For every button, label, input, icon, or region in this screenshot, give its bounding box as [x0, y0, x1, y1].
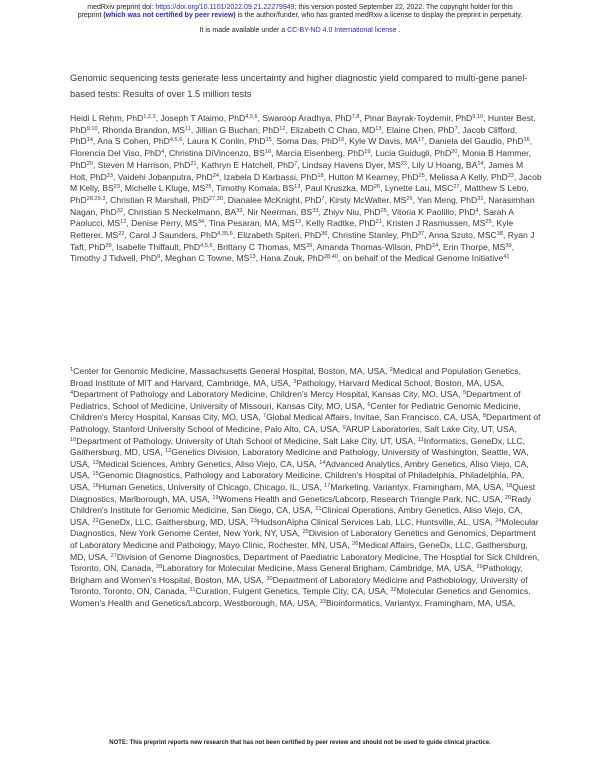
preprint-header-line-1: medRxiv preprint doi: https://doi.org/10.1101/2022.09.21.22279949; this version posted September 22, 2022. The copyright holder for this	[87, 4, 513, 11]
preprint-header-line-3: It is made available under a CC-BY-ND 4.0 International license .	[199, 27, 401, 34]
author-list: Heidi L Rehm, PhD$^{1,2,3}$, Joseph T Alaimo, PhD$^{4,5,6}$, Swaroop Aradhya, PhD$^{7,8}$, Pinar Bayrak-Toydemir, PhD$^{9,10}$, Hunter Best, PhD$^{9,10}$, Rhonda Brandon, MS$^{11}$, Jillian G Buchan, PhD$^{12}$, Elizabeth C Chao, MD$^{13}$, Elaine Chen, PhD$^7$, Jacob Clifford, PhD$^{14}$, Ana S Cohen, PhD$^{4,5,6}$, Laura K Conlin, PhD$^{15}$, Soma Das, PhD$^{16}$, Kyle W Davis, MA$^{17}$, Daniela del Gaudio, PhD$^{16}$, Florencia Del Viso, PhD$^4$, Christina DiVincenzo, BS$^{18}$, Marcia Eisenberg, PhD$^{19}$, Lucia Guidugli, PhD$^{20}$, Monia B Hammer, PhD$^{20}$, Steven M Harrison, PhD$^{21}$, Kathryn E Hatchell, PhD$^7$, Lindsay Havens Dyer, MS$^{22}$, Lily U Hoang, BA$^{14}$, James M Holt, PhD$^{23}$, Vaidehi Jobanputra, PhD$^{24}$, Izabela D Karbassi, PhD$^{18}$, Hutton M Kearney, PhD$^{25}$, Melissa A Kelly, PhD$^{23}$, Jacob M Kelly, BS$^{23}$, Michelle L Kluge, MS$^{25}$, Timothy Komala, BS$^{13}$, Paul Kruszka, MD$^{26}$, Lynette Lau, MSC$^{27}$, Matthew S Lebo, PhD$^{28,29,3}$, Christian R Marshall, PhD$^{27,30}$, Dianalee McKnight, PhD$^7$, Kirsty McWalter, MS$^{26}$, Yan Meng, PhD$^{31}$, Narasimhan Nagan, PhD$^{32}$, Christian S Neckelmann, BA$^{33}$, Nir Neerman, BS$^{33}$, Zhiyv Niu, PhD$^{25}$, Vitoria K Paolillo, PhD$^4$, Sarah A Paolucci, MS$^{12}$, Denise Perry, MS$^{34}$, Tina Pesaran, MA, MS$^{13}$, Kelly Radtke, PhD$^{21}$, Kristen J Rasmussen, MS$^{25}$, Kyle Retterer, MS$^{22}$, Carol J Saunders, PhD$^{4,35,6}$, Elizabeth Spiteri, PhD$^{36}$, Christine Stanley, PhD$^{37}$, Anna Szuto, MSC$^{38}$, Ryan J Taft, PhD$^{39}$, Isabelle Thiffault, PhD$^{4,5,6}$, Brittany C Thomas, MS$^{39}$, Amanda Thomas-Wilson, PhD$^{24}$, Erin Thorpe, MS$^{39}$, Timothy J Tidwell, PhD$^9$, Meghan C Towne, MS$^{13}$, Hana Zouk, PhD$^{28,40}$, on behalf of the Medical Genome Initiative$^{41}$	[70, 113, 542, 264]
doi-link[interactable]: https://doi.org/10.1101/2022.09.21.22279949	[155, 4, 295, 11]
footer-note: NOTE: This preprint reports new research that has not been certified by peer review and should not be used to guide clinical practice.	[109, 740, 491, 746]
peer-review-notice: (which was not certified by peer review)	[103, 12, 236, 19]
license-link[interactable]: CC-BY-ND 4.0 International license	[287, 27, 397, 34]
affiliation-list: $^1$Center for Genomic Medicine, Massachusetts General Hospital, Boston, MA, USA, $^2$Medical and Population Genetics, Broad Institute of MIT and Harvard, Cambridge, MA, USA, $^3$Pathology, Harvard Medical School, Boston, MA, USA, $^4$Department of Pathology and Laboratory Medicine, Children's Mercy Hospital, Kansas City, MO, USA, $^5$Department of Pediatrics, School of Medicine, University of Missouri, Kansas City, MO, USA, $^6$Center for Pediatric Genomic Medicine, Children's Mercy Hospital, Kansas City, MO, USA, $^7$Global Medical Affairs, Invitae, San Francisco, CA, USA, $^8$Department of Pathology, Stanford University School of Medicine, Palo Alto, CA, USA, $^9$ARUP Laboratories, Salt Lake City, UT, USA, $^{10}$Department of Pathology, University of Utah School of Medicine, Salt Lake City, UT, USA, $^{11}$Informatics, GeneDx, LLC, Gaithersburg, MD, USA, $^{12}$Genetics Division, Laboratory Medicine and Pathology, University of Washington, Seattle, WA, USA, $^{13}$Medical Sciences, Ambry Genetics, Aliso Viejo, CA, USA, $^{14}$Advanced Analytics, Ambry Genetics, Aliso Viejo, CA, USA, $^{15}$Genomic Diagnostics, Pathology and Laboratory Medicine, Children's Hospital of Philadelphia, Philadelphia, PA, USA, $^{16}$Human Genetics, University of Chicago, Chicago, IL, USA, $^{17}$Marketing, Variantyx, Framingham, MA, USA, $^{18}$Quest Diagnostics, Marlborough, MA, USA, $^{19}$Womens Health and Genetics/Labcorp, Research Triangle Park, NC, USA, $^{20}$Rady Children's Institute for Genomic Medicine, San Diego, CA, USA, $^{21}$Clinical Operations, Ambry Genetics, Aliso Viejo, CA, USA, $^{22}$GeneDx, LLC, Gaithersburg, MD, USA, $^{23}$HudsonAlpha Clinical Services Lab, LLC, Huntsville, AL, USA, $^{24}$Molecular Diagnostics, New York Genome Center, New York, NY, USA, $^{25}$Division of Laboratory Genetics and Genomics, Department of Laboratory Medicine and Pathology, Mayo Clinic, Rochester, MN, USA, $^{26}$Medical Affairs, GeneDx, LLC, Gaithersburg, MD, USA, $^{27}$Division of Genome Diagnostics, Department of Paediatric Laboratory Medicine, The Hosptial for Sick Children, Toronto, ON, Canada, $^{28}$Laboratory for Molecular Medicine, Mass General Brigham, Cambridge, MA, USA, $^{29}$Pathology, Brigham and Women's Hospital, Boston, MA, USA, $^{30}$Department of Laboratory Medicine and Pathobiology, University of Toronto, Toronto, ON, Canada, $^{31}$Curation, Fulgent Genetics, Temple City, CA, USA, $^{32}$Molecular Genetics and Genomics, Women's Health and Genetics/Labcorp, Westborough, MA, USA, $^{33}$Bioinformatics, Variantyx, Framingham, MA, USA,	[70, 366, 541, 608]
preprint-header-line-2: preprint (which was not certified by peer review) is the author/funder, who has granted medRxiv a license to display the preprint in perpetuity.	[77, 12, 523, 19]
paper-title: Genomic sequencing tests generate less uncertainty and higher diagnostic yield compared to multi-gene panel-based tests: Results of over 1.5 million tests	[70, 73, 528, 99]
